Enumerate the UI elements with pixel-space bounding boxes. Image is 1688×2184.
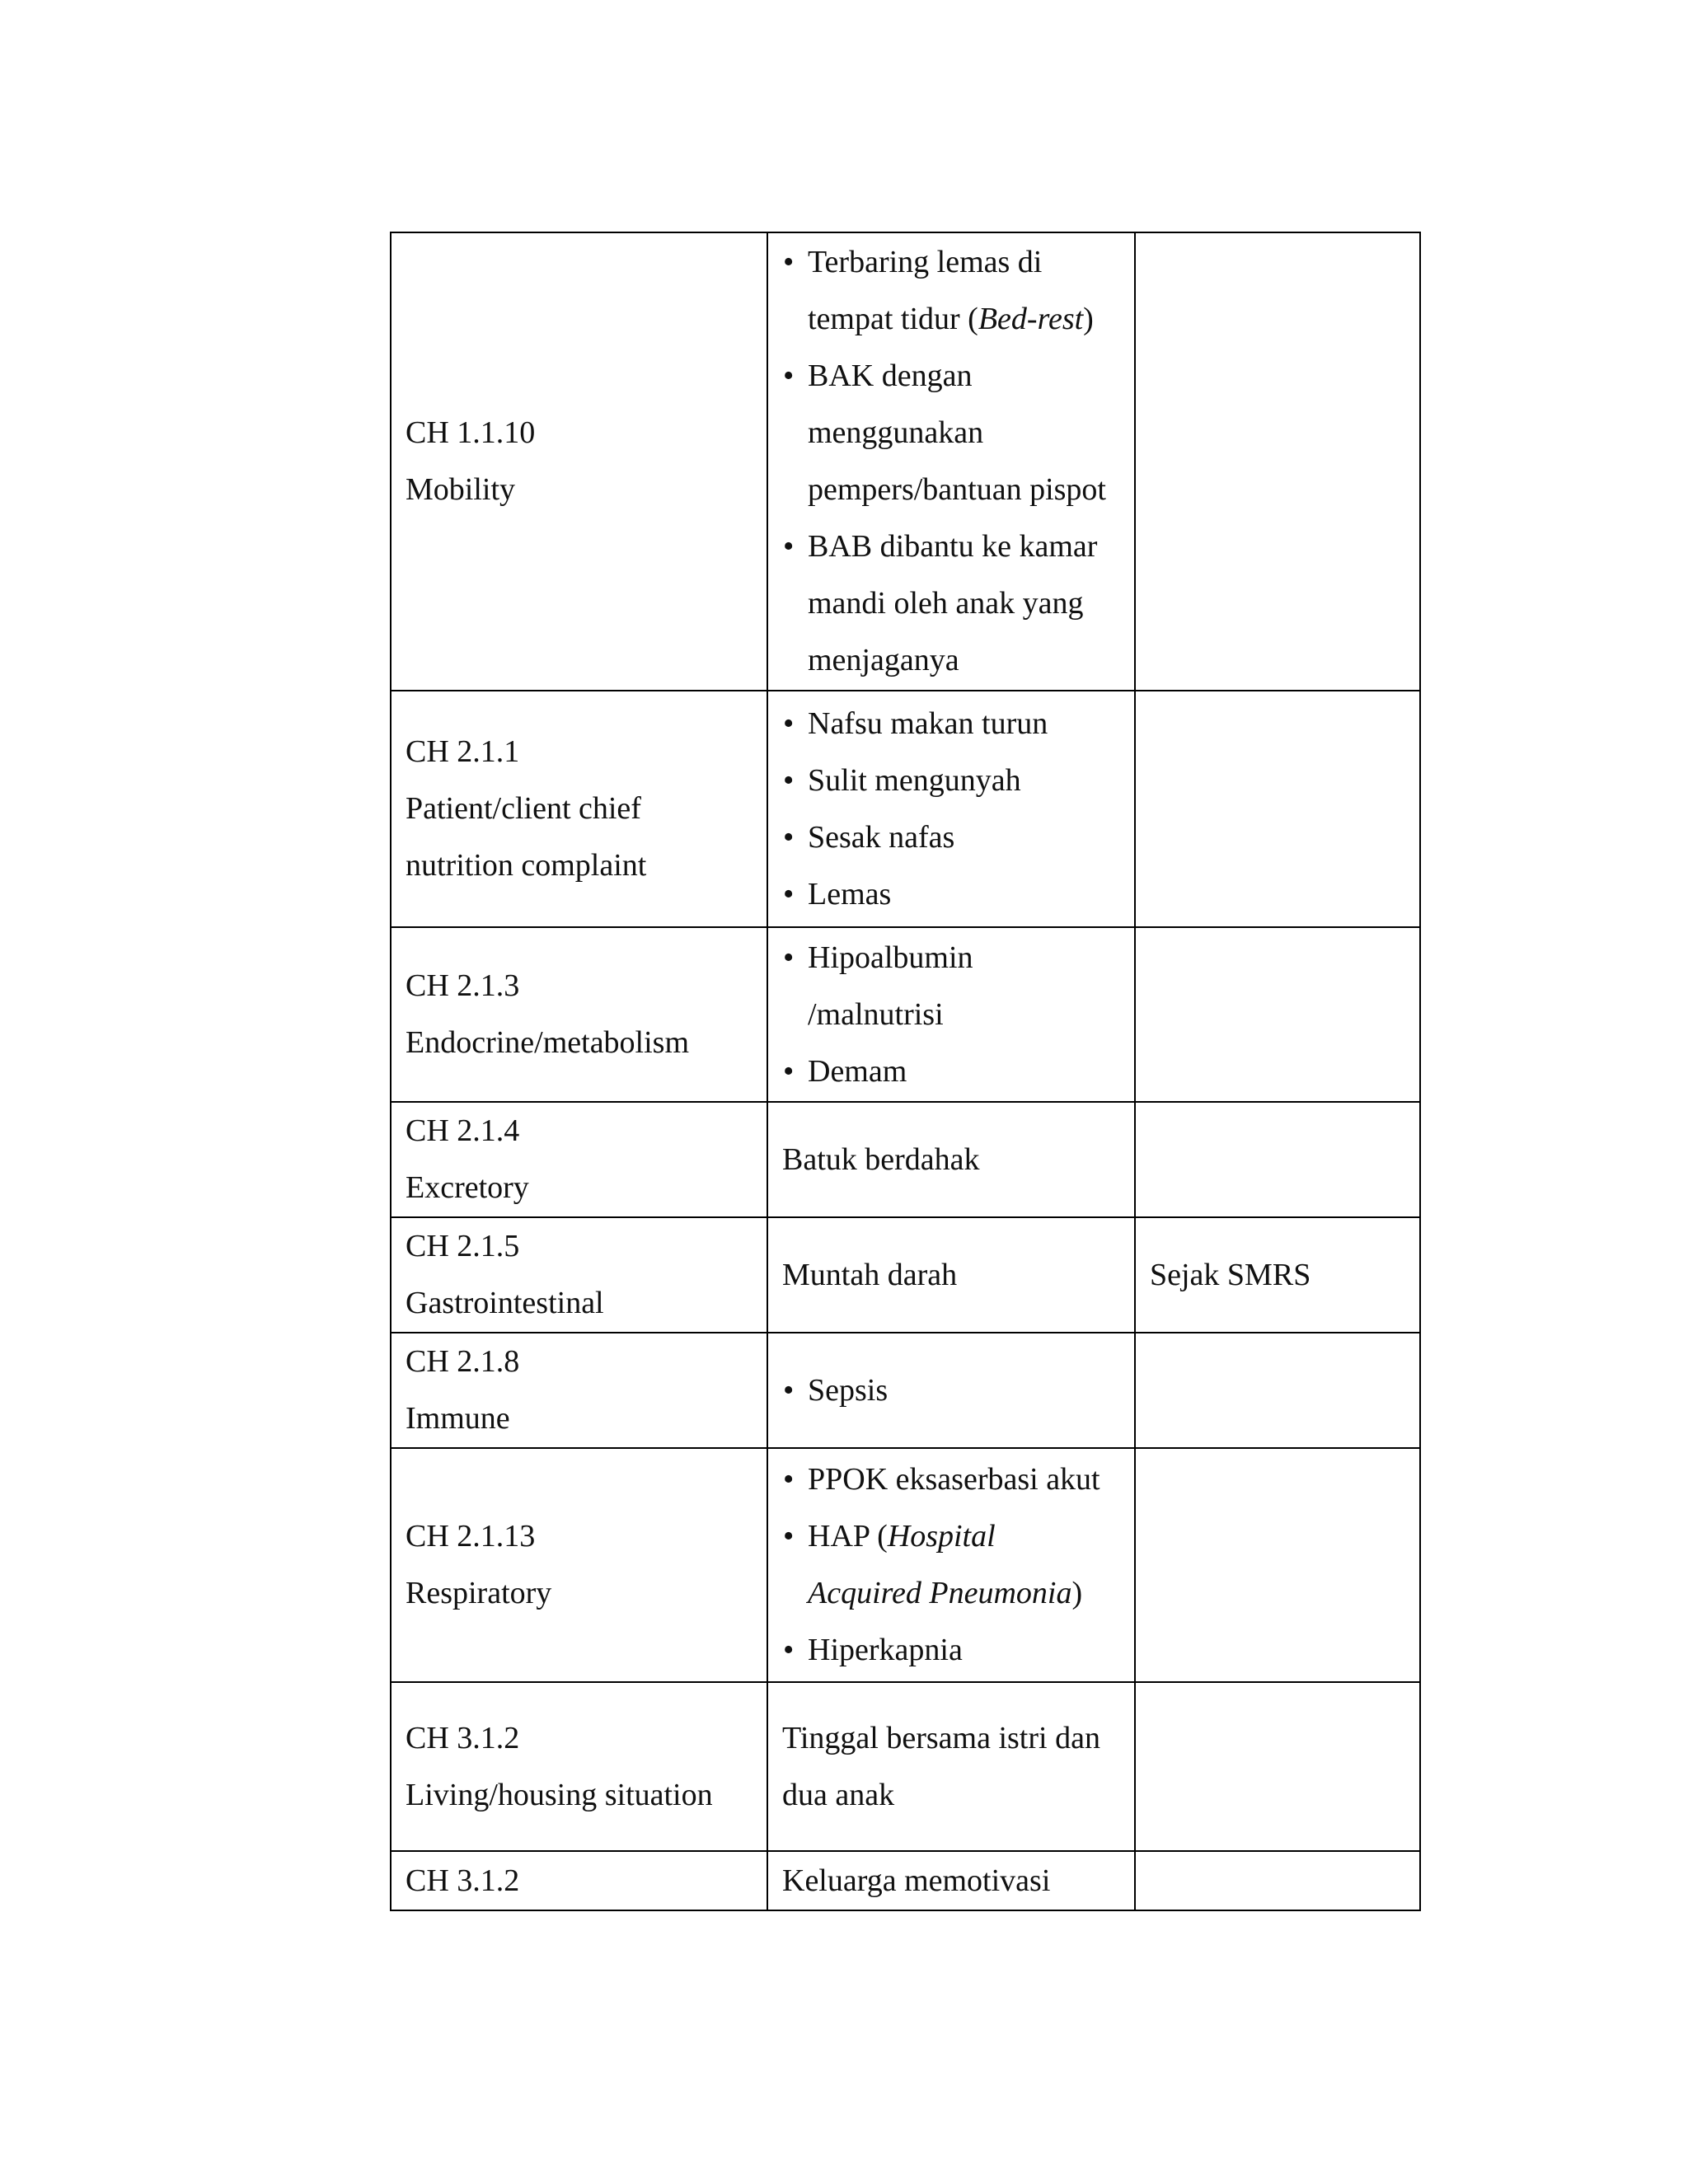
- finding-list: [782, 930, 1120, 1100]
- note-cell: [1135, 927, 1420, 1102]
- table-row: [391, 232, 1420, 691]
- finding-text: Sulit mengunyah: [808, 762, 1021, 798]
- finding-cell: [767, 1333, 1135, 1448]
- finding-text: Hiperkapnia: [808, 1633, 963, 1667]
- finding-list: [782, 1451, 1120, 1679]
- category-label: Living/housing situation: [406, 1777, 713, 1812]
- finding-line: [808, 1622, 1120, 1679]
- finding-text: ): [1071, 1576, 1083, 1610]
- category-cell: [391, 691, 767, 927]
- finding-text: Demam: [808, 1053, 907, 1089]
- note-cell: [1135, 1682, 1420, 1851]
- finding-line: [808, 518, 1120, 575]
- finding-line: [808, 696, 1120, 752]
- finding-text: menggunakan: [808, 415, 984, 450]
- category-label: Gastrointestinal: [406, 1286, 604, 1320]
- category-label: Excretory: [406, 1170, 529, 1205]
- category-cell: [391, 1851, 767, 1910]
- finding-line: [808, 575, 1120, 632]
- finding-line: [808, 291, 1120, 348]
- category-cell: [391, 927, 767, 1102]
- category-label: Endocrine/metabolism: [406, 1025, 690, 1060]
- finding-text: Lemas: [808, 876, 892, 912]
- category-cell: [391, 1682, 767, 1851]
- finding-text: pempers/bantuan pispot: [808, 472, 1106, 507]
- finding-text: /malnutrisi: [808, 996, 944, 1032]
- category-code: CH 2.1.1: [406, 734, 520, 769]
- finding-list-item: [782, 234, 1120, 348]
- finding-text: PPOK eksaserbasi akut: [808, 1462, 1100, 1497]
- finding-text: Sesak nafas: [808, 819, 955, 855]
- table-row: [391, 1682, 1420, 1851]
- finding-line: [808, 1508, 1120, 1565]
- finding-text: Hipoalbumin: [808, 940, 973, 975]
- finding-line: [808, 1451, 1120, 1508]
- finding-list-item: [782, 1451, 1120, 1508]
- finding-line: [808, 348, 1120, 405]
- finding-text: ): [1083, 302, 1094, 336]
- table-row: [391, 927, 1420, 1102]
- finding-list-item: [782, 1362, 1120, 1419]
- finding-line: [808, 1043, 1120, 1100]
- note-cell: [1135, 232, 1420, 691]
- finding-italic-text: Acquired Pneumonia: [808, 1576, 1072, 1610]
- table-row: [391, 691, 1420, 927]
- category-label: Immune: [406, 1401, 510, 1436]
- finding-line: [808, 866, 1120, 923]
- finding-line: [808, 987, 1120, 1043]
- finding-text: Terbaring lemas di: [808, 245, 1043, 279]
- finding-italic-text: Hospital: [887, 1519, 996, 1554]
- note-cell: [1135, 1851, 1420, 1910]
- finding-line: [808, 1565, 1120, 1622]
- finding-list-item: [782, 809, 1120, 866]
- finding-list-item: [782, 1043, 1120, 1100]
- table-body: [391, 232, 1420, 1910]
- finding-cell: [767, 1448, 1135, 1682]
- finding-list-item: [782, 752, 1120, 809]
- category-label: Mobility: [406, 472, 516, 507]
- finding-text: Sepsis: [808, 1372, 889, 1408]
- finding-text: Muntah darah: [782, 1257, 958, 1292]
- finding-list-item: [782, 348, 1120, 518]
- finding-text: BAK dengan: [808, 359, 973, 393]
- category-code: CH 3.1.2: [406, 1863, 520, 1898]
- category-code: CH 2.1.4: [406, 1113, 520, 1148]
- finding-list-item: [782, 518, 1120, 689]
- finding-text: Tinggal bersama istri dan: [782, 1720, 1100, 1755]
- note-cell: [1135, 1102, 1420, 1217]
- finding-line: [808, 405, 1120, 462]
- finding-list-item: [782, 1622, 1120, 1679]
- finding-line: [808, 752, 1120, 809]
- category-code: CH 2.1.13: [406, 1519, 536, 1554]
- finding-list: [782, 1362, 1120, 1419]
- finding-cell: [767, 1682, 1135, 1851]
- finding-cell: [767, 232, 1135, 691]
- note-cell: [1135, 691, 1420, 927]
- category-cell: [391, 232, 767, 691]
- table-row: [391, 1448, 1420, 1682]
- finding-text: tempat tidur (: [808, 302, 978, 336]
- category-code: CH 2.1.5: [406, 1229, 520, 1263]
- table-row: [391, 1217, 1420, 1333]
- finding-text: mandi oleh anak yang: [808, 586, 1084, 621]
- finding-text: Keluarga memotivasi: [782, 1863, 1051, 1898]
- category-label: Respiratory: [406, 1576, 552, 1610]
- category-label: Patient/client chief: [406, 791, 641, 826]
- category-cell: [391, 1217, 767, 1333]
- finding-cell: [767, 1851, 1135, 1910]
- finding-cell: [767, 691, 1135, 927]
- table-row: [391, 1333, 1420, 1448]
- category-code: CH 2.1.3: [406, 968, 520, 1003]
- finding-text: HAP (: [808, 1519, 888, 1554]
- table-row: [391, 1102, 1420, 1217]
- finding-text: dua anak: [782, 1777, 895, 1812]
- finding-line: [808, 809, 1120, 866]
- finding-list-item: [782, 1508, 1120, 1622]
- note-cell: [1135, 1217, 1420, 1333]
- finding-list: [782, 234, 1120, 689]
- finding-text: Nafsu makan turun: [808, 705, 1048, 741]
- note-text: Sejak SMRS: [1150, 1257, 1311, 1292]
- finding-text: menjaganya: [808, 643, 959, 677]
- finding-text: Batuk berdahak: [782, 1141, 980, 1177]
- finding-list-item: [782, 696, 1120, 752]
- finding-cell: [767, 1102, 1135, 1217]
- note-cell: [1135, 1448, 1420, 1682]
- finding-line: [808, 632, 1120, 689]
- category-code: CH 3.1.2: [406, 1720, 520, 1755]
- category-cell: [391, 1448, 767, 1682]
- category-code: CH 2.1.8: [406, 1344, 520, 1379]
- finding-list-item: [782, 930, 1120, 1043]
- finding-cell: [767, 1217, 1135, 1333]
- finding-list-item: [782, 866, 1120, 923]
- note-cell: [1135, 1333, 1420, 1448]
- finding-line: [808, 462, 1120, 518]
- nutrition-assessment-table: [390, 232, 1421, 1911]
- table-row: [391, 1851, 1420, 1910]
- category-cell: [391, 1333, 767, 1448]
- finding-text: BAB dibantu ke kamar: [808, 529, 1098, 564]
- finding-list: [782, 696, 1120, 923]
- category-code: CH 1.1.10: [406, 415, 536, 450]
- category-label: nutrition complaint: [406, 848, 647, 883]
- finding-italic-text: Bed-rest: [978, 302, 1084, 336]
- finding-line: [808, 234, 1120, 291]
- finding-line: [808, 1362, 1120, 1419]
- category-cell: [391, 1102, 767, 1217]
- finding-line: [808, 930, 1120, 987]
- finding-cell: [767, 927, 1135, 1102]
